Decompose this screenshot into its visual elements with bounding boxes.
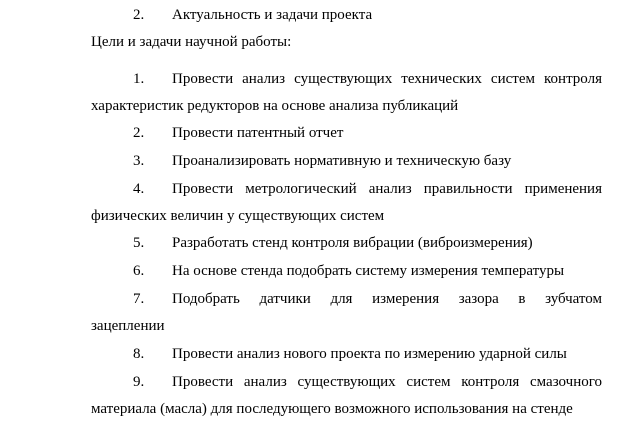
list-item-continuation: физических величин у существующих систем bbox=[91, 208, 385, 224]
list-item-number: 1. bbox=[133, 71, 145, 87]
list-item-number: 6. bbox=[133, 263, 145, 279]
list-item-continuation: характеристик редукторов на основе анализа публикаций bbox=[91, 98, 459, 114]
list-item-text: Провести анализ существующих систем контроля смазочного bbox=[172, 374, 602, 390]
list-item-continuation: материала (масла) для последующего возможного использования на стенде bbox=[91, 401, 573, 417]
section-heading: Цели и задачи научной работы: bbox=[91, 34, 292, 50]
list-item-continuation: зацеплении bbox=[91, 318, 165, 334]
list-item-text: На основе стенда подобрать систему измерения температуры bbox=[172, 263, 565, 279]
list-item-number: 7. bbox=[133, 291, 145, 307]
list-item-number: 2. bbox=[133, 125, 145, 141]
list-item-text: Провести патентный отчет bbox=[172, 125, 344, 141]
list-item-text: Проанализировать нормативную и техническую базу bbox=[172, 153, 512, 169]
list-item-text: Провести метрологический анализ правильности применения bbox=[172, 181, 602, 197]
list-item-text: Провести анализ существующих технических систем контроля bbox=[172, 71, 602, 87]
list-item-number: 5. bbox=[133, 235, 145, 251]
list-item-number: 4. bbox=[133, 181, 145, 197]
list-item-number: 9. bbox=[133, 374, 145, 390]
list-item-text: Провести анализ нового проекта по измерению ударной силы bbox=[172, 346, 567, 362]
list-item-text: Актуальность и задачи проекта bbox=[172, 7, 373, 23]
list-item-number: 3. bbox=[133, 153, 145, 169]
list-item-number: 2. bbox=[133, 7, 145, 23]
list-item-text: Разработать стенд контроля вибрации (виброизмерения) bbox=[172, 235, 533, 251]
list-item-number: 8. bbox=[133, 346, 145, 362]
list-item-text: Подобрать датчики для измерения зазора в зубчатом bbox=[172, 291, 602, 307]
